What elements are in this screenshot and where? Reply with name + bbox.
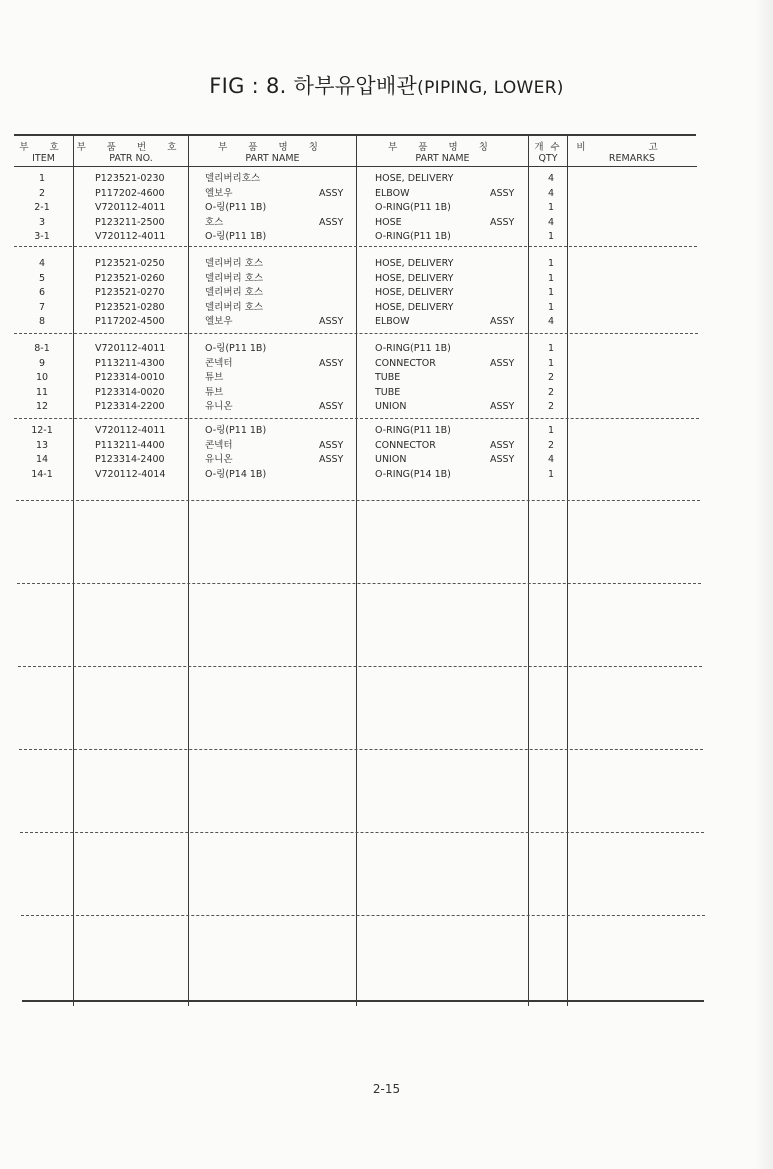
- part-name-en-cell: O-RING(P11 1B): [375, 231, 451, 242]
- qty-cell: 1: [547, 258, 555, 269]
- part-name-ko-cell: 델리버리 호스: [205, 301, 264, 313]
- part-name-ko-cell: 엘보우: [205, 316, 233, 327]
- part-name-en-cell: HOSE: [375, 216, 402, 228]
- header-part-name-en: 부 품 명 칭 PART NAME: [388, 142, 497, 164]
- group-separator: [16, 500, 700, 501]
- part-number-cell: P113211-4300: [95, 357, 165, 369]
- part-number-cell: P123521-0250: [95, 258, 165, 269]
- part-name-en-cell: UNION: [375, 401, 407, 412]
- part-number-cell: P123521-0280: [95, 301, 165, 313]
- item-cell: 14: [35, 454, 49, 465]
- part-name-en-cell: TUBE: [375, 386, 401, 398]
- part-number-cell: V720112-4011: [95, 343, 166, 354]
- part-number-cell: P123314-2400: [95, 454, 165, 465]
- part-name-ko-cell: 델리버리 호스: [205, 287, 264, 298]
- part-name-ko-cell: 콘넥터: [205, 439, 233, 451]
- header-item: 부 호 ITEM: [19, 142, 68, 164]
- group-separator: [17, 583, 701, 584]
- qty-cell: 2: [547, 439, 555, 451]
- col-rule-name1: [356, 134, 357, 1006]
- item-cell: 9: [38, 357, 46, 369]
- page-edge-shadow: [755, 0, 773, 1169]
- part-name-ko-cell: O-링(P11 1B): [205, 202, 267, 213]
- assy-label-ko: ASSY: [319, 439, 344, 451]
- assy-label-ko: ASSY: [319, 357, 344, 369]
- header-part-no: 부 품 번 호 PATR NO.: [76, 142, 186, 164]
- item-cell: 2-1: [34, 202, 50, 213]
- part-name-en-cell: TUBE: [375, 372, 401, 383]
- table-bottom-rule: [22, 1000, 704, 1002]
- part-name-en-cell: HOSE, DELIVERY: [375, 173, 454, 184]
- group-separator: [18, 666, 702, 667]
- part-number-cell: P123314-0020: [95, 386, 165, 398]
- item-cell: 7: [38, 301, 46, 313]
- col-rule-partno: [188, 134, 189, 1006]
- qty-cell: 2: [547, 386, 555, 398]
- qty-cell: 4: [547, 216, 555, 228]
- qty-cell: 1: [547, 301, 555, 313]
- item-cell: 10: [35, 372, 49, 383]
- qty-cell: 1: [547, 202, 555, 213]
- page-title: FIG : 8. 하부유압배관(PIPING, LOWER): [209, 74, 564, 98]
- part-number-cell: P123521-0270: [95, 287, 165, 298]
- part-name-en-cell: HOSE, DELIVERY: [375, 272, 454, 284]
- assy-label-en: ASSY: [490, 357, 515, 369]
- assy-label-en: ASSY: [490, 454, 515, 465]
- part-name-en-cell: ELBOW: [375, 187, 410, 199]
- assy-label-en: ASSY: [490, 439, 515, 451]
- item-cell: 8-1: [34, 343, 50, 354]
- item-cell: 11: [35, 386, 49, 398]
- item-cell: 4: [38, 258, 46, 269]
- part-name-ko-cell: 튜브: [205, 386, 224, 398]
- assy-label-en: ASSY: [490, 401, 515, 412]
- item-cell: 2: [38, 187, 46, 199]
- part-name-ko-cell: 호스: [205, 216, 224, 228]
- qty-cell: 1: [547, 343, 555, 354]
- qty-cell: 4: [547, 454, 555, 465]
- part-name-en-cell: ELBOW: [375, 316, 410, 327]
- part-name-en-cell: O-RING(P14 1B): [375, 468, 451, 480]
- item-cell: 3-1: [34, 231, 50, 242]
- part-name-en-cell: HOSE, DELIVERY: [375, 287, 454, 298]
- part-name-en-cell: O-RING(P11 1B): [375, 202, 451, 213]
- assy-label-en: ASSY: [490, 216, 515, 228]
- qty-cell: 1: [547, 231, 555, 242]
- group-separator: [14, 246, 697, 247]
- part-number-cell: P123211-2500: [95, 216, 165, 228]
- part-number-cell: P123521-0230: [95, 173, 165, 184]
- part-name-ko-cell: O-링(P11 1B): [205, 425, 267, 436]
- item-cell: 3: [38, 216, 46, 228]
- part-name-ko-cell: 유니온: [205, 401, 233, 412]
- qty-cell: 1: [547, 287, 555, 298]
- table-top-rule: [14, 134, 696, 136]
- part-name-en-cell: CONNECTOR: [375, 439, 436, 451]
- qty-cell: 1: [547, 425, 555, 436]
- qty-cell: 1: [547, 468, 555, 480]
- assy-label-ko: ASSY: [319, 454, 344, 465]
- part-name-ko-cell: 델리버리호스: [205, 173, 261, 184]
- part-name-ko-cell: 유니온: [205, 454, 233, 465]
- part-name-ko-cell: O-링(P11 1B): [205, 343, 267, 354]
- col-rule-name2: [528, 134, 529, 1006]
- qty-cell: 2: [547, 372, 555, 383]
- part-name-ko-cell: 콘넥터: [205, 357, 233, 369]
- group-separator: [14, 333, 698, 334]
- assy-label-ko: ASSY: [319, 316, 344, 327]
- part-number-cell: V720112-4011: [95, 202, 166, 213]
- part-name-ko-cell: O-링(P14 1B): [205, 468, 267, 480]
- part-name-en-cell: CONNECTOR: [375, 357, 436, 369]
- item-cell: 1: [38, 173, 46, 184]
- assy-label-ko: ASSY: [319, 401, 344, 412]
- part-number-cell: P123314-0010: [95, 372, 165, 383]
- part-number-cell: P123521-0260: [95, 272, 165, 284]
- item-cell: 12-1: [31, 425, 53, 436]
- qty-cell: 1: [547, 272, 555, 284]
- assy-label-en: ASSY: [490, 187, 515, 199]
- part-name-ko-cell: 튜브: [205, 372, 224, 383]
- item-cell: 5: [38, 272, 46, 284]
- part-name-en-cell: UNION: [375, 454, 407, 465]
- assy-label-ko: ASSY: [319, 187, 344, 199]
- qty-cell: 1: [547, 357, 555, 369]
- part-number-cell: P117202-4500: [95, 316, 165, 327]
- group-separator: [14, 418, 699, 419]
- part-number-cell: P113211-4400: [95, 439, 165, 451]
- assy-label-en: ASSY: [490, 316, 515, 327]
- part-number-cell: V720112-4011: [95, 425, 166, 436]
- part-name-ko-cell: 엘보우: [205, 187, 233, 199]
- item-cell: 12: [35, 401, 49, 412]
- part-name-en-cell: HOSE, DELIVERY: [375, 301, 454, 313]
- part-name-ko-cell: 델리버리 호스: [205, 272, 264, 284]
- part-number-cell: V720112-4011: [95, 231, 166, 242]
- qty-cell: 2: [547, 401, 555, 412]
- part-name-en-cell: O-RING(P11 1B): [375, 343, 451, 354]
- part-name-ko-cell: O-링(P11 1B): [205, 231, 267, 242]
- header-remarks: 비 고 REMARKS: [576, 142, 688, 164]
- qty-cell: 4: [547, 187, 555, 199]
- part-number-cell: V720112-4014: [95, 468, 166, 480]
- part-number-cell: P117202-4600: [95, 187, 165, 199]
- qty-cell: 4: [547, 173, 555, 184]
- group-separator: [21, 915, 705, 916]
- item-cell: 14-1: [31, 468, 53, 480]
- item-cell: 13: [35, 439, 49, 451]
- group-separator: [19, 749, 703, 750]
- part-name-en-cell: HOSE, DELIVERY: [375, 258, 454, 269]
- item-cell: 8: [38, 316, 46, 327]
- header-part-name-ko: 부 품 명 칭 PART NAME: [218, 142, 327, 164]
- part-number-cell: P123314-2200: [95, 401, 165, 412]
- col-rule-item: [73, 134, 74, 1006]
- part-name-ko-cell: 델리버리 호스: [205, 258, 264, 269]
- part-name-en-cell: O-RING(P11 1B): [375, 425, 451, 436]
- item-cell: 6: [38, 287, 46, 298]
- assy-label-ko: ASSY: [319, 216, 344, 228]
- qty-cell: 4: [547, 316, 555, 327]
- page-number: 2-15: [372, 1082, 401, 1096]
- group-separator: [20, 832, 704, 833]
- header-qty: 개 수 QTY: [534, 142, 562, 164]
